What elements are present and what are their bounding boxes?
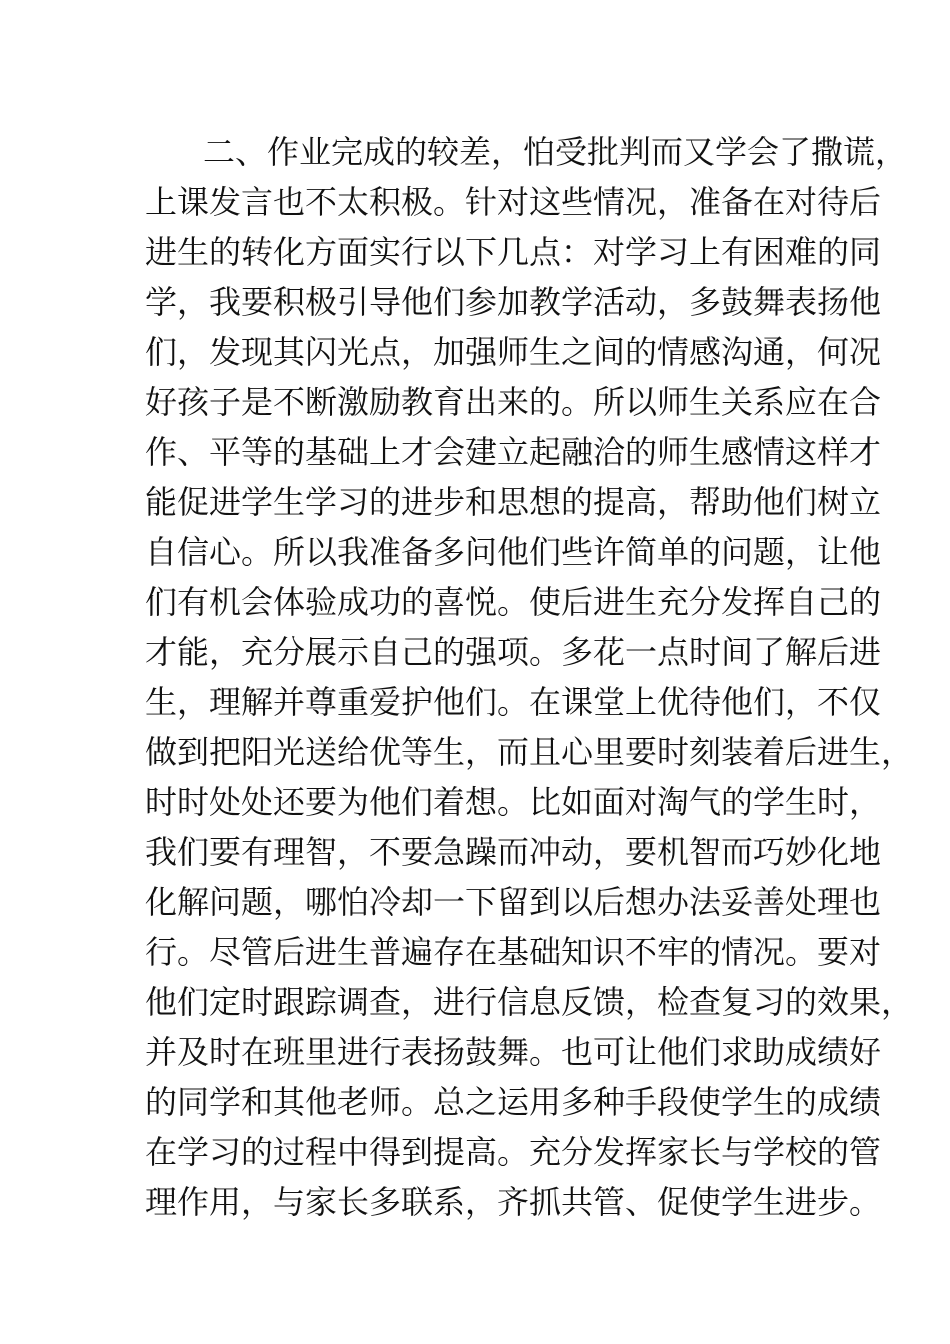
text-line: 作、平等的基础上才会建立起融洽的师生感情这样才 [145, 433, 882, 471]
text-line: 好孩子是不断激励教育出来的。所以师生关系应在合 [145, 383, 882, 421]
text-line: 行。尽管后进生普遍存在基础知识不牢的情况。要对 [145, 933, 882, 971]
text-line: 生，理解并尊重爱护他们。在课堂上优待他们，不仅 [145, 683, 882, 721]
text-line: 自信心。所以我准备多问他们些许简单的问题，让他 [145, 533, 882, 571]
text-line: 进生的转化方面实行以下几点：对学习上有困难的同 [145, 233, 882, 271]
text-line: 二、作业完成的较差，怕受批判而又学会了撒谎， [203, 133, 908, 171]
text-line: 时时处处还要为他们着想。比如面对淘气的学生时， [145, 783, 882, 821]
text-line: 上课发言也不太积极。针对这些情况，准备在对待后 [145, 183, 882, 221]
text-line: 在学习的过程中得到提高。充分发挥家长与学校的管 [145, 1133, 882, 1171]
text-line: 才能，充分展示自己的强项。多花一点时间了解后进 [145, 633, 882, 671]
text-line: 们，发现其闪光点，加强师生之间的情感沟通，何况 [145, 333, 882, 371]
text-line: 做到把阳光送给优等生，而且心里要时刻装着后进生， [145, 733, 914, 771]
text-line: 能促进学生学习的进步和思想的提高，帮助他们树立 [145, 483, 882, 521]
text-line: 的同学和其他老师。总之运用多种手段使学生的成绩 [145, 1083, 882, 1121]
body-paragraph [145, 127, 914, 1227]
text-line: 我们要有理智，不要急躁而冲动，要机智而巧妙化地 [145, 833, 882, 871]
text-line: 学，我要积极引导他们参加教学活动，多鼓舞表扬他 [145, 283, 882, 321]
text-line: 化解问题，哪怕冷却一下留到以后想办法妥善处理也 [145, 883, 882, 921]
text-line: 们有机会体验成功的喜悦。使后进生充分发挥自己的 [145, 583, 882, 621]
text-line: 理作用，与家长多联系，齐抓共管、促使学生进步。 [145, 1183, 882, 1221]
text-line: 并及时在班里进行表扬鼓舞。也可让他们求助成绩好 [145, 1033, 882, 1071]
text-line: 他们定时跟踪调查，进行信息反馈，检查复习的效果， [145, 983, 914, 1021]
